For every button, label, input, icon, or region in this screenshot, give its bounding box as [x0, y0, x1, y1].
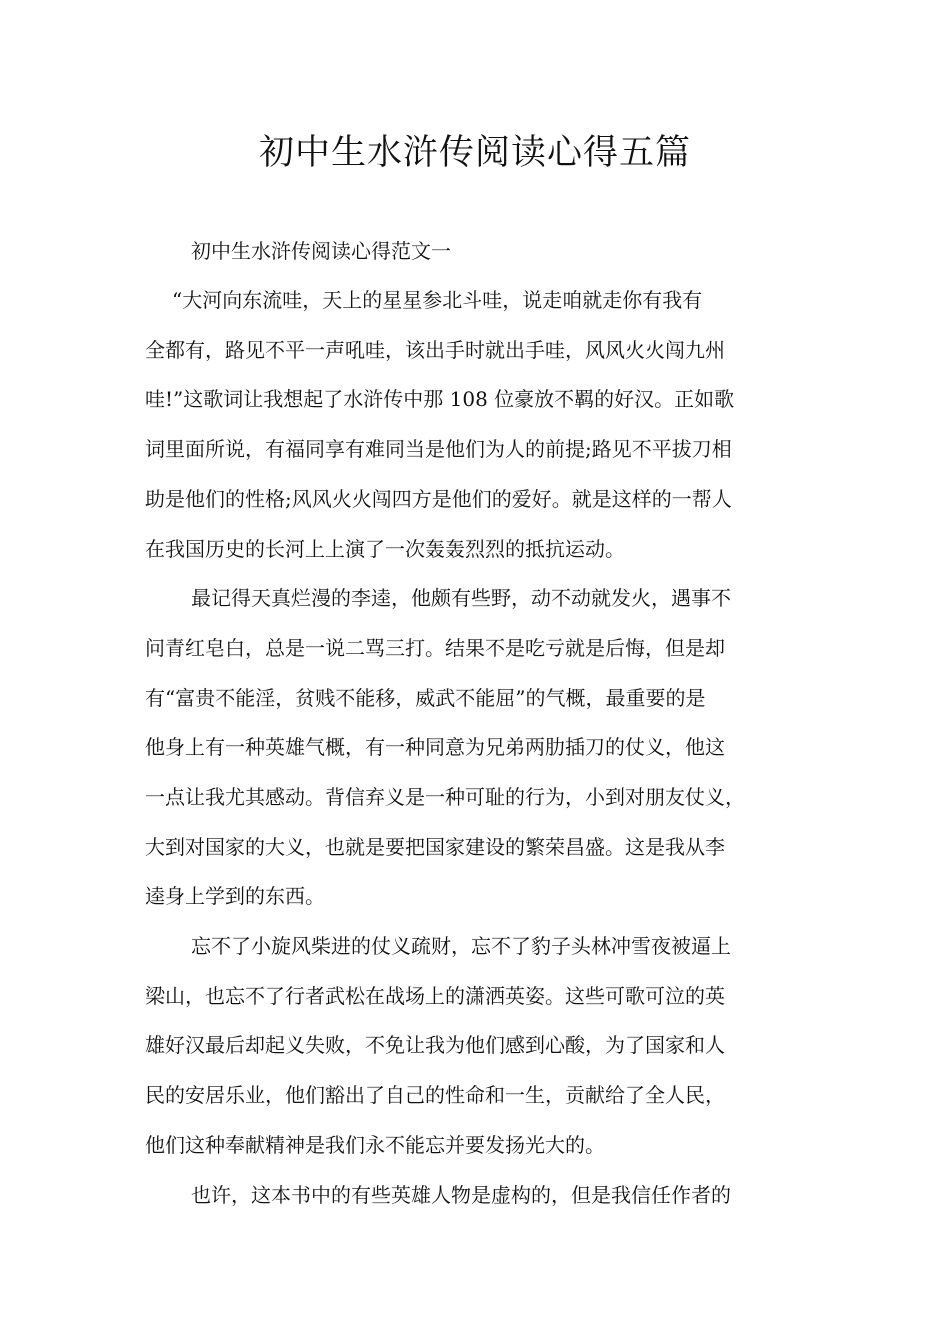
paragraph-line: 雄好汉最后却起义失败，不免让我为他们感到心酸，为了国家和人 — [145, 1033, 725, 1057]
paragraph-line: 忘不了小旋风柴进的仗义疏财，忘不了豹子头林冲雪夜被逼上 — [191, 934, 731, 958]
paragraph-line: 民的安居乐业，他们豁出了自己的性命和一生，贡献给了全人民， — [145, 1083, 725, 1107]
paragraph-line: 他们这种奉献精神是我们永不能忘并要发扬光大的。 — [145, 1133, 605, 1157]
paragraph-line: 问青红皂白，总是一说二骂三打。结果不是吃亏就是后悔，但是却 — [145, 636, 725, 660]
paragraph-line: “大河向东流哇，天上的星星参北斗哇，说走咱就走你有我有 — [172, 288, 703, 312]
paragraph-line: 一点让我尤其感动。背信弃义是一种可耻的行为，小到对朋友仗义， — [145, 785, 745, 809]
document-title: 初中生水浒传阅读心得五篇 — [258, 133, 691, 173]
paragraph-line: 梁山，也忘不了行者武松在战场上的潇洒英姿。这些可歌可泣的英 — [145, 984, 725, 1008]
paragraph-line: 在我国历史的长河上上演了一次轰轰烈烈的抵抗运动。 — [145, 537, 625, 561]
paragraph-line: 逵身上学到的东西。 — [145, 884, 325, 908]
paragraph-line: 最记得天真烂漫的李逵，他颇有些野，动不动就发火，遇事不 — [191, 586, 731, 610]
paragraph-line: 全都有，路见不平一声吼哇，该出手时就出手哇，风风火火闯九州 — [145, 338, 725, 362]
section-heading: 初中生水浒传阅读心得范文一 — [191, 239, 451, 263]
paragraph-line: 词里面所说，有福同享有难同当是他们为人的前提;路见不平拔刀相 — [145, 437, 732, 461]
paragraph-line: 助是他们的性格;风风火火闯四方是他们的爱好。就是这样的一帮人 — [145, 487, 732, 511]
paragraph-line: 哇!”这歌词让我想起了水浒传中那 108 位豪放不羁的好汉。正如歌 — [145, 387, 735, 411]
paragraph-line: 他身上有一种英雄气概，有一种同意为兄弟两肋插刀的仗义，他这 — [145, 735, 725, 759]
paragraph-line: 也许，这本书中的有些英雄人物是虚构的，但是我信任作者的 — [191, 1183, 731, 1207]
paragraph-line: 有“富贵不能淫，贫贱不能移，威武不能屈”的气概，最重要的是 — [145, 686, 706, 710]
paragraph-line: 大到对国家的大义，也就是要把国家建设的繁荣昌盛。这是我从李 — [145, 835, 725, 859]
